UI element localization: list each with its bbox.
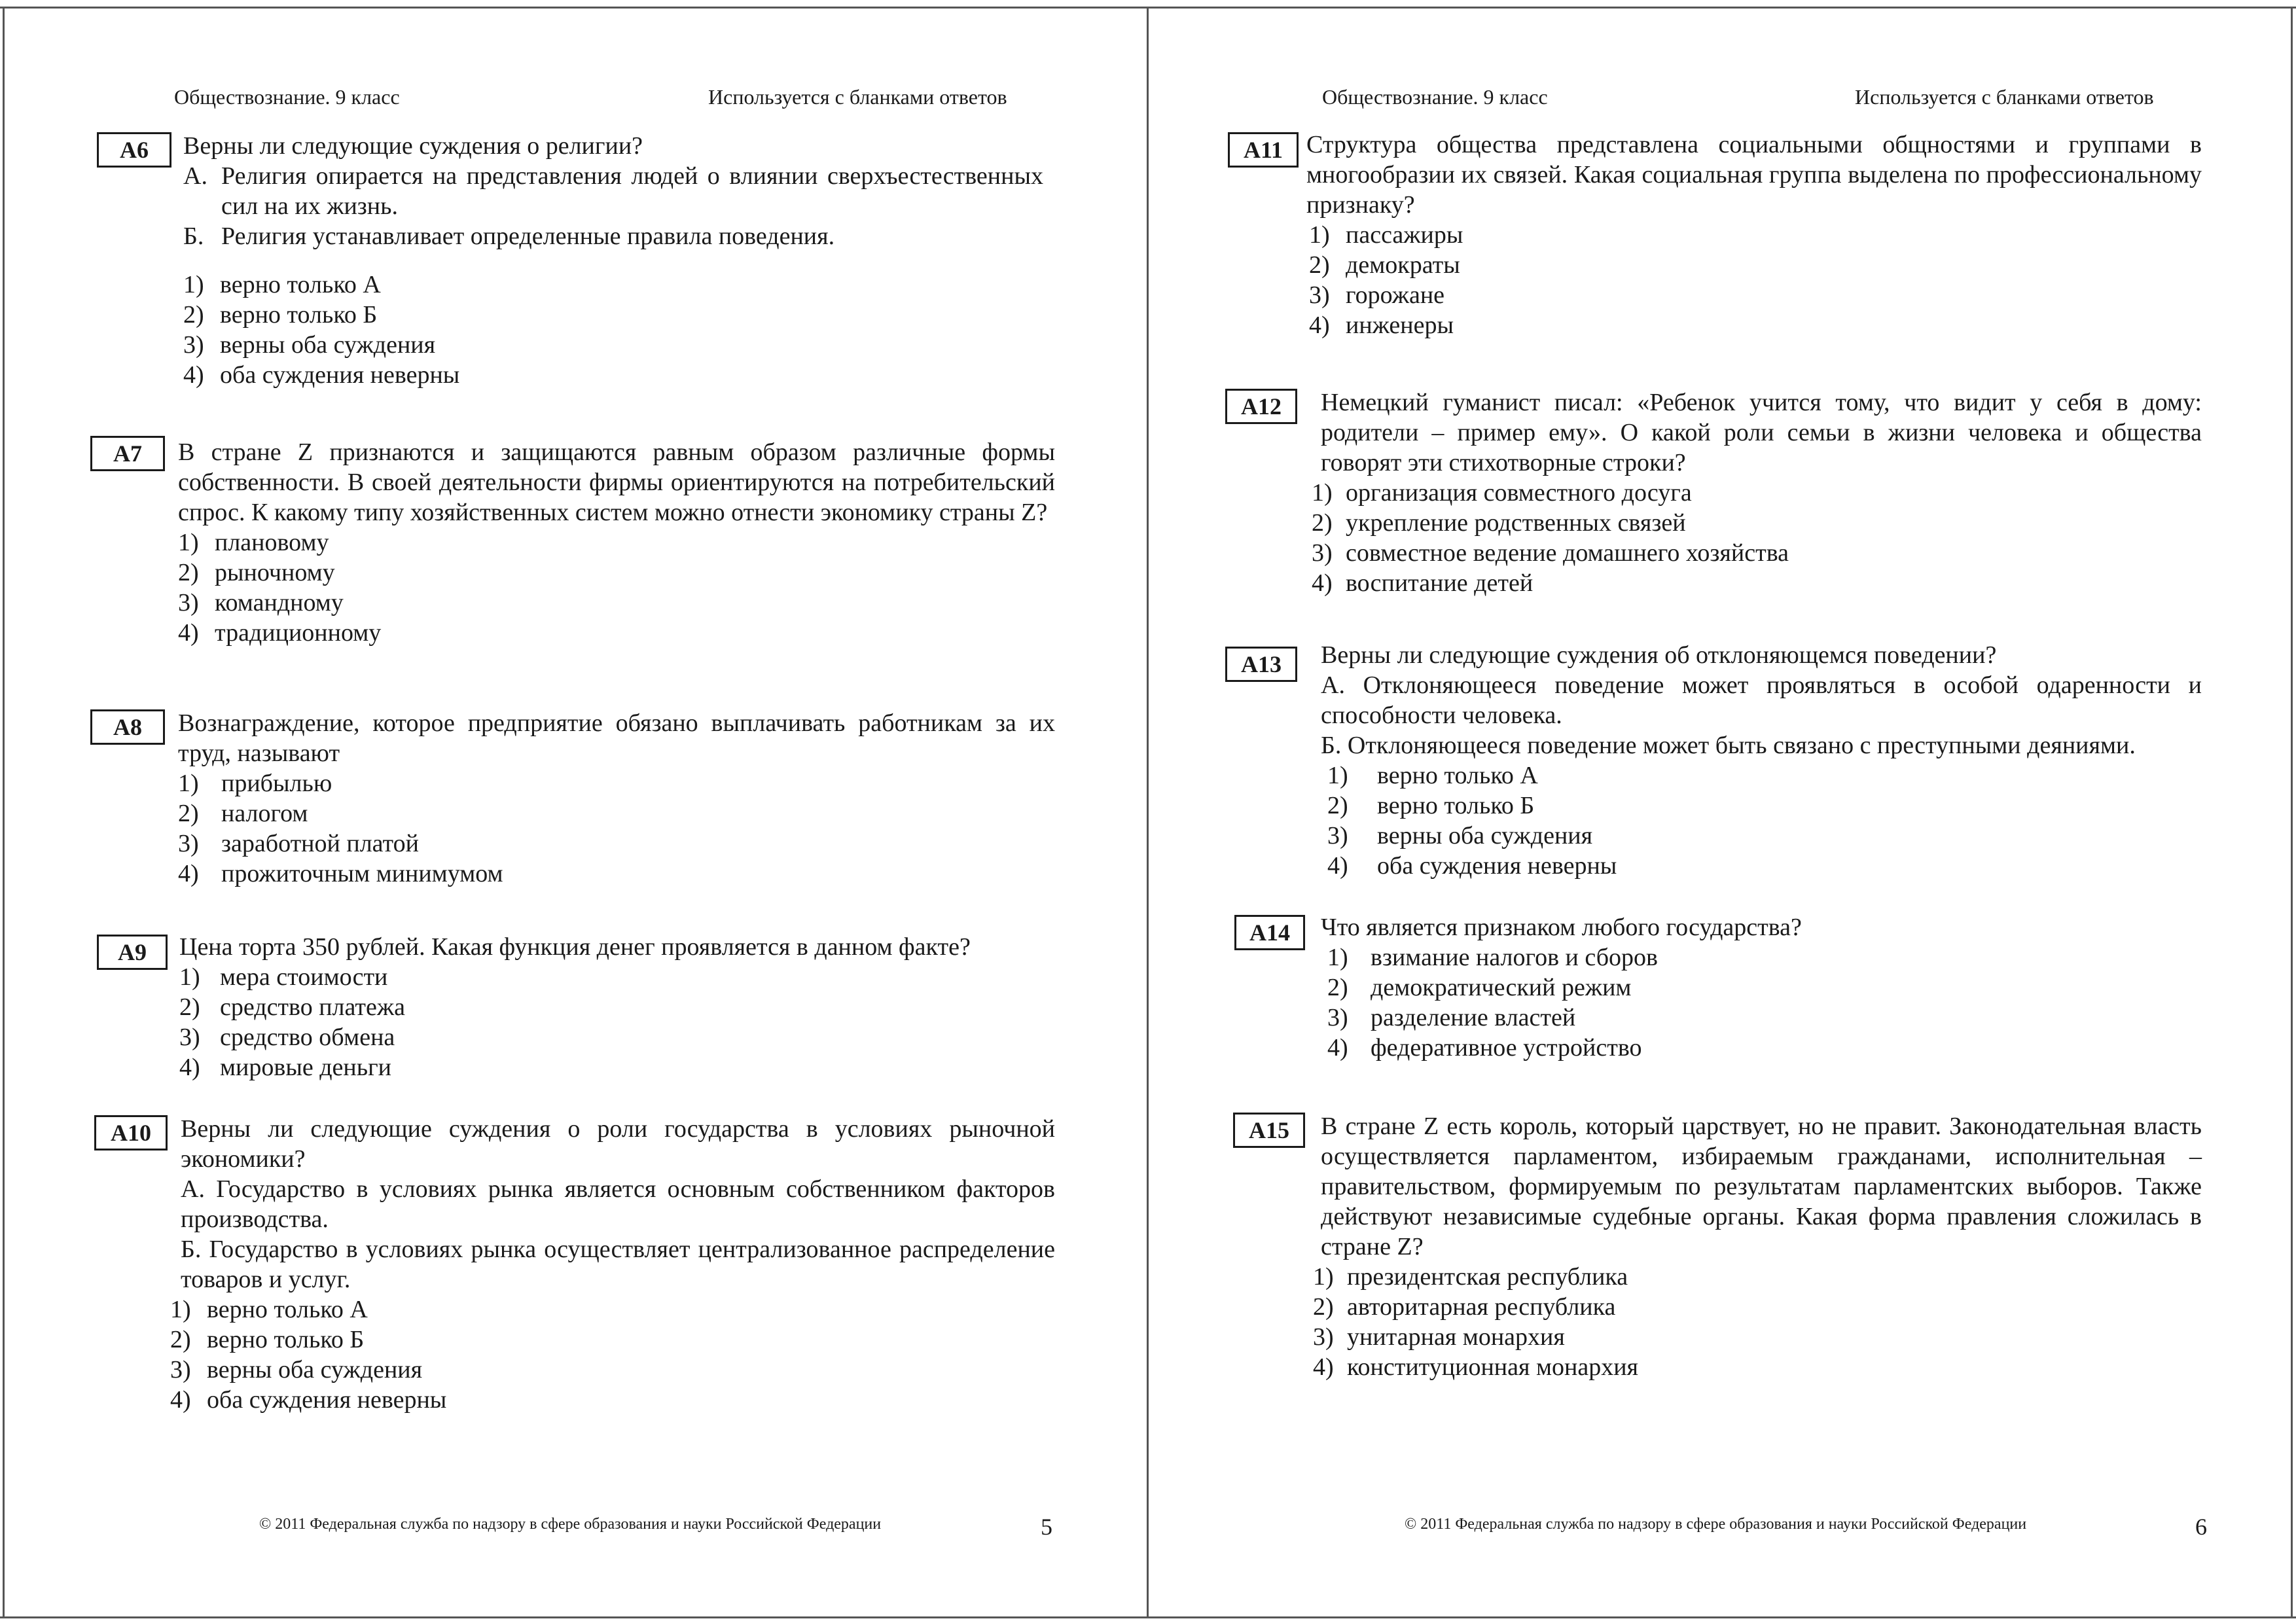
options-list: [179, 962, 1055, 1082]
frame-right-line: [2291, 7, 2293, 1618]
options-list: [170, 1294, 1055, 1415]
question-text: Структура общества представлена социальными общностями и группами в многообразии их связей. Какая социальная группа выделена по профессиональному признаку?: [1306, 131, 2202, 219]
answer-option[interactable]: 2) демократический режим: [1327, 974, 1632, 1001]
question-a15: [1233, 1111, 2202, 1382]
options-list: [178, 768, 1055, 889]
question-a7: [90, 437, 1055, 648]
statement-a: А. Государство в условиях рынка является основным собственником факторов производства.: [181, 1175, 1055, 1233]
options-list: [1309, 220, 2202, 340]
question-text: Верны ли следующие суждения о религии?: [183, 132, 643, 160]
footer-copyright: © 2011 Федеральная служба по надзору в сфере образования и науки Российской Федерации: [1405, 1516, 2027, 1533]
answer-option[interactable]: 1) пассажиры: [1309, 221, 1463, 249]
answer-option[interactable]: 4) оба суждения неверны: [1327, 852, 1617, 880]
footer-copyright: © 2011 Федеральная служба по надзору в сфере образования и науки Российской Федерации: [259, 1516, 882, 1533]
statement-b: Б. Религия устанавливает определенные правила поведения.: [183, 223, 835, 250]
question-a13: [1225, 640, 2202, 881]
question-label: A12: [1225, 389, 1297, 424]
answer-option[interactable]: 1) плановому: [178, 529, 329, 556]
answer-option[interactable]: 3) верны оба суждения: [183, 331, 436, 359]
options-list: [178, 527, 1055, 648]
question-label: A7: [90, 436, 165, 471]
answer-option[interactable]: 4) прожиточным минимумом: [178, 860, 503, 887]
question-a12: [1225, 387, 2202, 598]
question-text: Что является признаком любого государства?: [1321, 914, 1802, 941]
answer-option[interactable]: 3) верны оба суждения: [170, 1356, 423, 1383]
question-text: В стране Z есть король, который царствует, но не правит. Законодательная власть осуществляется парламентом, избираемым гражданами, исполнительная – правительством, формируемым по результатам парламентских выборов. Также действуют независимые судебные органы. Какая форма правления сложилась в стране Z?: [1321, 1113, 2202, 1260]
answer-option[interactable]: 2) укрепление родственных связей: [1312, 509, 1686, 537]
answer-option[interactable]: 2) верно только Б: [170, 1326, 365, 1353]
question-label: A6: [97, 132, 171, 168]
answer-option[interactable]: 3) горожане: [1309, 281, 1445, 309]
answer-option[interactable]: 2) рыночному: [178, 559, 335, 586]
answer-option[interactable]: 2) демократы: [1309, 251, 1460, 279]
answer-option[interactable]: 3) командному: [178, 589, 344, 616]
header-subject: Обществознание. 9 класс: [174, 85, 400, 109]
question-text: Немецкий гуманист писал: «Ребенок учится тому, что видит у себя в дому: родители – пример ему». О какой роли семьи в жизни человека и общества говорят эти стихотворные строки?: [1321, 389, 2202, 476]
statement-b: Б. Государство в условиях рынка осуществляет централизованное распределение товаров и услуг.: [181, 1236, 1055, 1293]
answer-option[interactable]: 4) оба суждения неверны: [183, 361, 460, 389]
question-label: A13: [1225, 647, 1297, 682]
question-label: A9: [97, 935, 168, 970]
question-a14: [1234, 912, 2202, 1063]
answer-option[interactable]: 3) совместное ведение домашнего хозяйства: [1312, 539, 1789, 567]
header-note: Используется с бланками ответов: [1855, 85, 2154, 109]
statement-a: А. Отклоняющееся поведение может проявляться в особой одаренности и способности человека.: [1321, 671, 2202, 729]
question-text: Цена торта 350 рублей. Какая функция денег проявляется в данном факте?: [179, 933, 971, 961]
options-list: [183, 270, 1043, 390]
page-number: 5: [1041, 1514, 1052, 1540]
answer-option[interactable]: 2) верно только Б: [183, 301, 378, 329]
answer-option[interactable]: 2) верно только Б: [1327, 792, 1535, 819]
question-label: A15: [1233, 1113, 1305, 1148]
statement-b: Б. Отклоняющееся поведение может быть связано с преступными деяниями.: [1321, 732, 2136, 759]
answer-option[interactable]: 3) унитарная монархия: [1313, 1323, 1565, 1351]
page-divider-line: [1147, 7, 1149, 1618]
answer-option[interactable]: 1) прибылью: [178, 770, 332, 797]
answer-option[interactable]: 1) верно только А: [1327, 762, 1538, 789]
header-subject: Обществознание. 9 класс: [1322, 85, 1548, 109]
answer-option[interactable]: 1) организация совместного досуга: [1312, 479, 1692, 507]
answer-option[interactable]: 4) воспитание детей: [1312, 569, 1534, 597]
answer-option[interactable]: 4) оба суждения неверны: [170, 1386, 447, 1414]
options-list: [1327, 942, 2202, 1063]
question-label: A10: [94, 1115, 168, 1150]
question-text: Верны ли следующие суждения об отклоняющемся поведении?: [1321, 641, 1997, 669]
answer-option[interactable]: 4) федеративное устройство: [1327, 1034, 1642, 1061]
answer-option[interactable]: 1) верно только А: [170, 1296, 368, 1323]
answer-option[interactable]: 4) традиционному: [178, 619, 382, 647]
answer-option[interactable]: 3) верны оба суждения: [1327, 822, 1593, 849]
answer-option[interactable]: 4) инженеры: [1309, 312, 1454, 339]
statement-a: А. Религия опирается на представления людей о влиянии сверхъестественных сил на их жизнь.: [183, 162, 1043, 220]
answer-option[interactable]: 4) конституционная монархия: [1313, 1353, 1639, 1381]
header-note: Используется с бланками ответов: [708, 85, 1007, 109]
question-label: A11: [1228, 132, 1299, 168]
question-text: Верны ли следующие суждения о роли государства в условиях рыночной экономики?: [181, 1115, 1055, 1173]
answer-option[interactable]: 1) президентская республика: [1313, 1263, 1628, 1291]
answer-option[interactable]: 3) разделение властей: [1327, 1004, 1576, 1031]
options-list: [1312, 478, 2202, 598]
answer-option[interactable]: 2) авторитарная республика: [1313, 1293, 1616, 1321]
options-list: [1327, 760, 2202, 881]
answer-option[interactable]: 4) мировые деньги: [179, 1054, 392, 1081]
question-a9: [97, 932, 1055, 1082]
answer-option[interactable]: 3) заработной платой: [178, 830, 419, 857]
page-number: 6: [2195, 1514, 2207, 1540]
question-label: A8: [90, 709, 165, 745]
options-list: [1313, 1262, 2202, 1382]
question-a10: [94, 1114, 1055, 1415]
question-a11: [1228, 130, 2202, 340]
question-text: В стране Z признаются и защищаются равным образом различные формы собственности. В своей деятельности фирмы ориентируются на потребительский спрос. К какому типу хозяйственных систем можно отнести экономику страны Z?: [178, 438, 1055, 526]
question-label: A14: [1234, 915, 1305, 950]
answer-option[interactable]: 1) верно только А: [183, 271, 381, 298]
answer-option[interactable]: 1) мера стоимости: [179, 963, 388, 991]
answer-option[interactable]: 2) налогом: [178, 800, 308, 827]
answer-option[interactable]: 2) средство платежа: [179, 993, 405, 1021]
answer-option[interactable]: 1) взимание налогов и сборов: [1327, 944, 1659, 971]
question-text: Вознаграждение, которое предприятие обязано выплачивать работникам за их труд, называют: [178, 709, 1055, 767]
frame-left-line: [3, 7, 5, 1618]
question-a8: [90, 708, 1055, 889]
answer-option[interactable]: 3) средство обмена: [179, 1024, 395, 1051]
question-a6: [97, 131, 1043, 390]
